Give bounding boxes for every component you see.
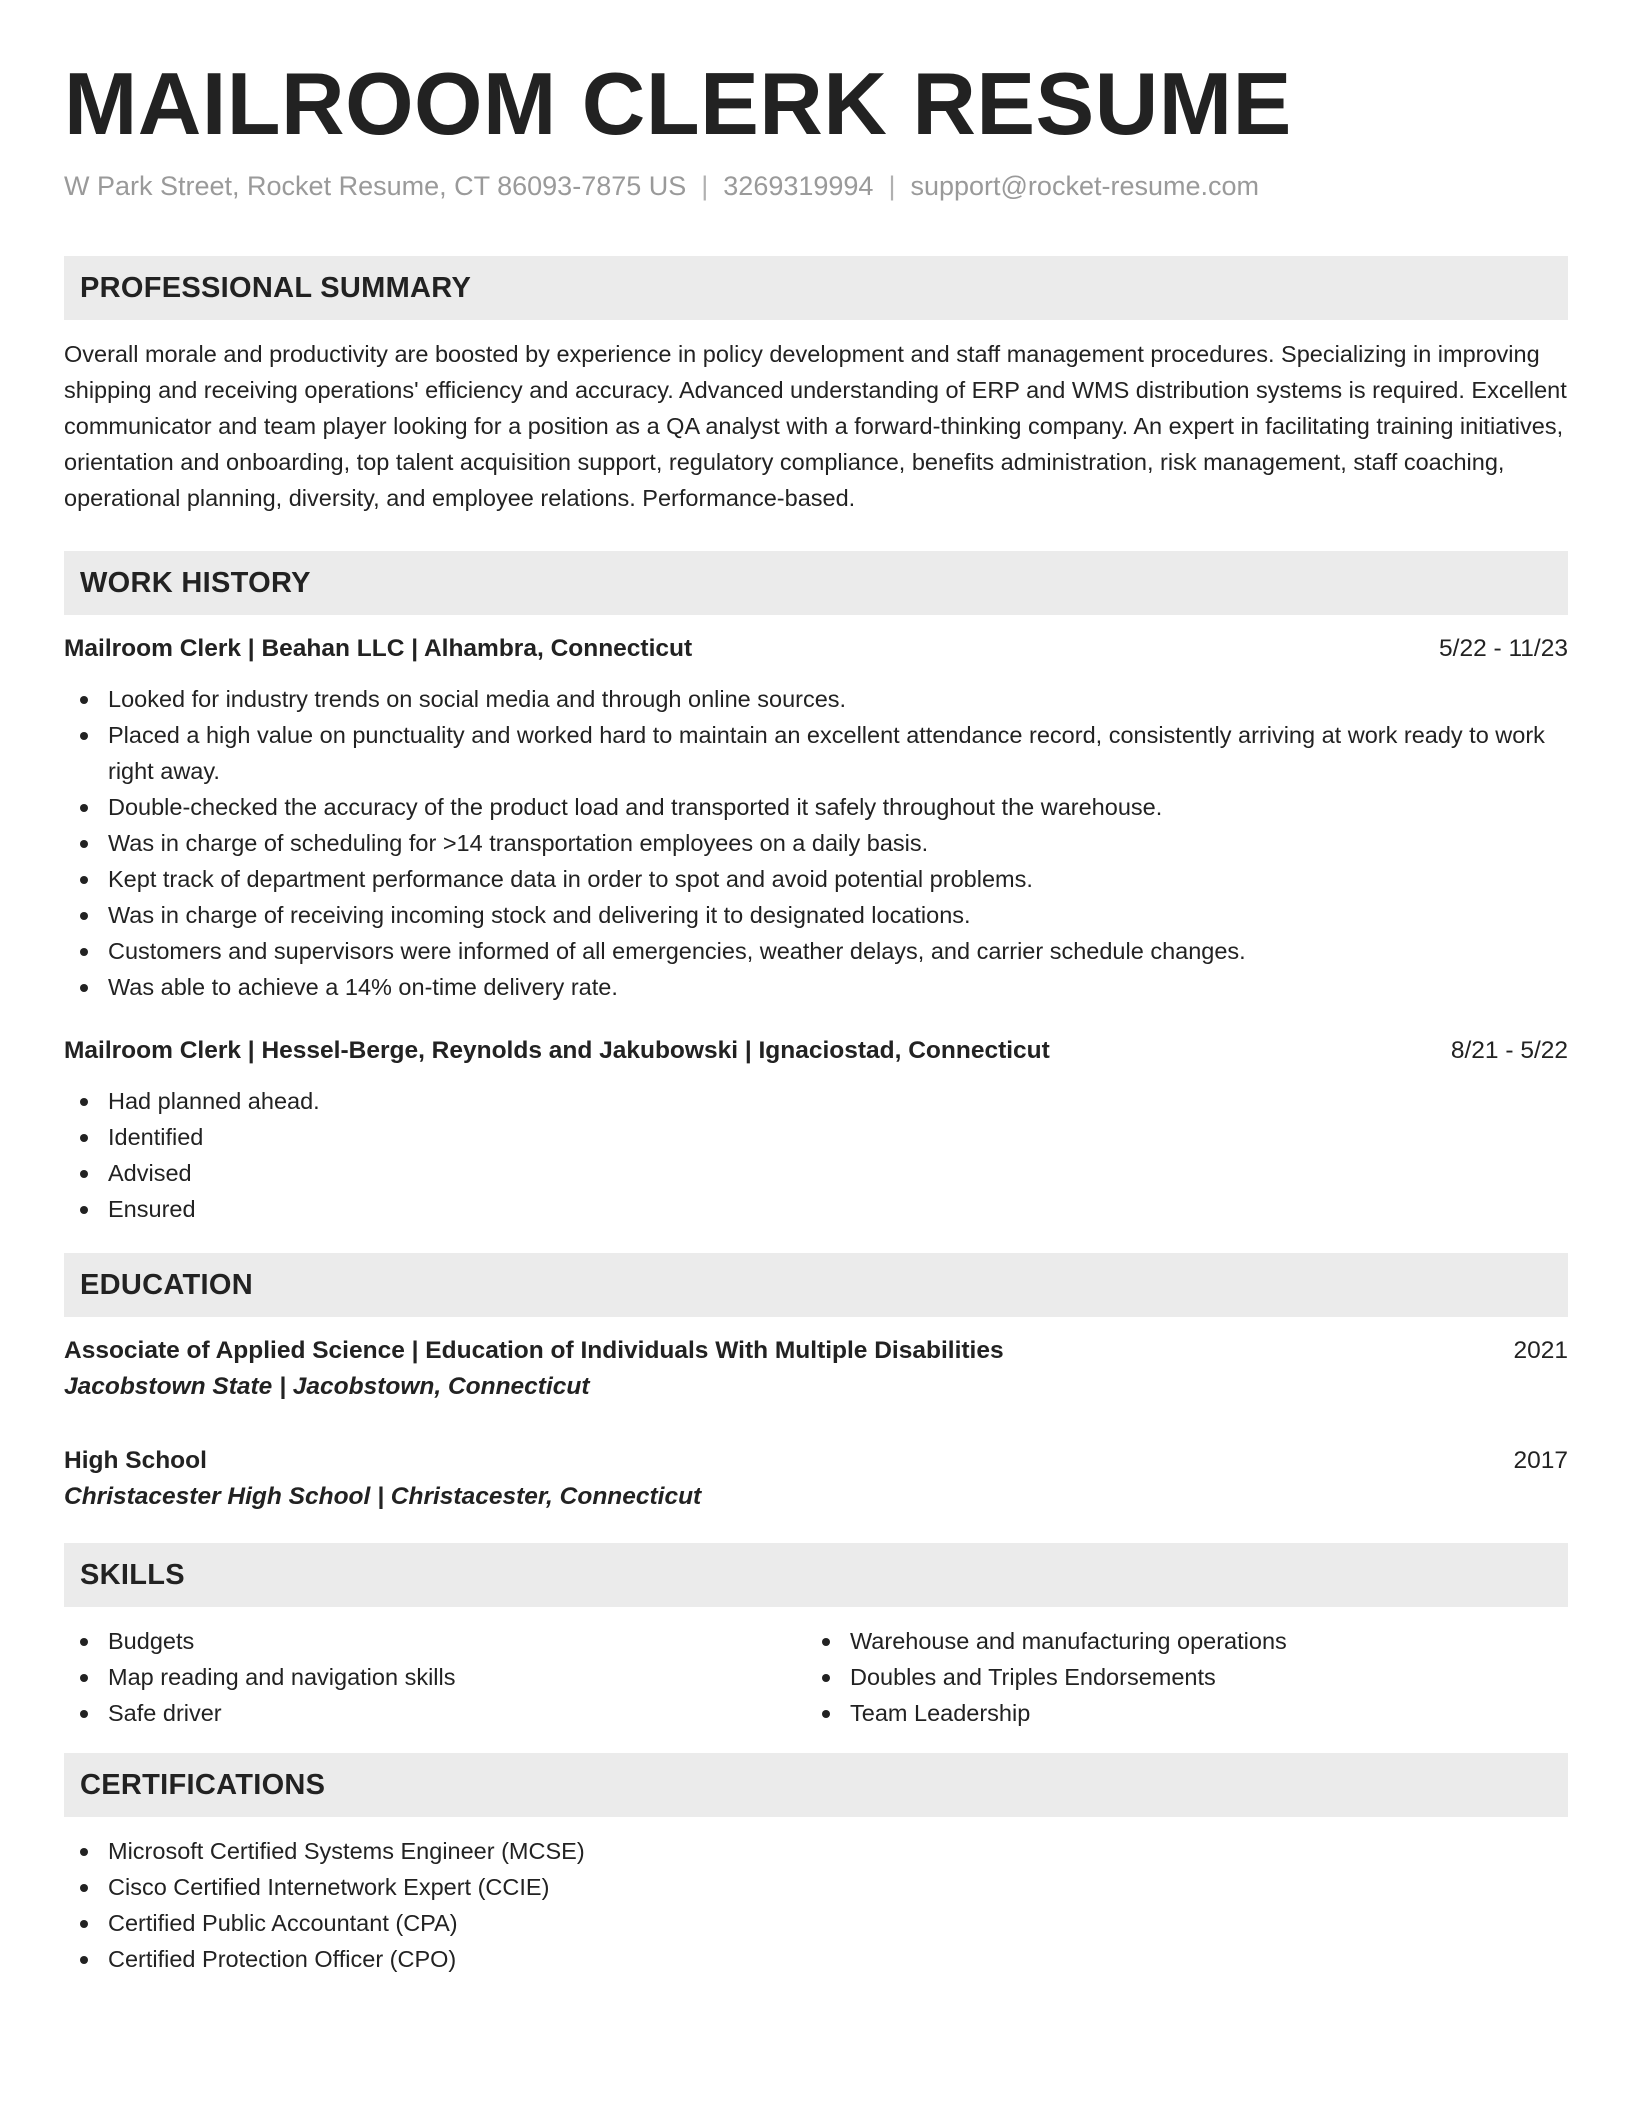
certification-item: Certified Protection Officer (CPO) xyxy=(64,1941,1568,1977)
professional-summary-section xyxy=(64,256,1568,516)
job-dates: 8/21 - 5/22 xyxy=(1450,1037,1568,1064)
job-bullet: Was in charge of receiving incoming stock and delivering it to designated locations. xyxy=(64,897,1568,933)
work-history-section xyxy=(64,551,1568,1227)
skills-grid xyxy=(64,1623,1568,1731)
section-heading-skills: SKILLS xyxy=(64,1543,1568,1607)
education-header xyxy=(64,1333,1568,1369)
contact-address: W Park Street, Rocket Resume, CT 86093-7875 US xyxy=(64,171,687,201)
contact-separator: | xyxy=(888,171,896,201)
job-header xyxy=(64,1033,1568,1069)
section-heading-education: EDUCATION xyxy=(64,1253,1568,1317)
school-line: Christacester High School | Christacester, Connecticut xyxy=(64,1483,702,1510)
skill-item: Map reading and navigation skills xyxy=(64,1659,806,1695)
section-heading-certifications: CERTIFICATIONS xyxy=(64,1753,1568,1817)
job-entry xyxy=(64,631,1568,1005)
job-bullet-list xyxy=(64,681,1568,1005)
education-year: 2021 xyxy=(1513,1337,1568,1364)
school-line: Jacobstown State | Jacobstown, Connecticut xyxy=(64,1373,590,1400)
education-year: 2017 xyxy=(1513,1447,1568,1474)
contact-separator: | xyxy=(701,171,709,201)
degree-line: High School xyxy=(64,1447,207,1474)
skill-item: Warehouse and manufacturing operations xyxy=(806,1623,1548,1659)
job-bullet: Kept track of department performance data in order to spot and avoid potential problems. xyxy=(64,861,1568,897)
degree-line: Associate of Applied Science | Education of Individuals With Multiple Disabilities xyxy=(64,1337,1004,1364)
job-bullet: Customers and supervisors were informed of all emergencies, weather delays, and carrier schedule changes. xyxy=(64,933,1568,969)
certifications-section xyxy=(64,1753,1568,1977)
skill-item: Team Leadership xyxy=(806,1695,1548,1731)
certifications-list xyxy=(64,1833,1568,1977)
certification-item: Cisco Certified Internetwork Expert (CCIE) xyxy=(64,1869,1568,1905)
job-bullet: Placed a high value on punctuality and worked hard to maintain an excellent attendance record, consistently arriving at work ready to work right away. xyxy=(64,717,1568,789)
section-heading-summary: PROFESSIONAL SUMMARY xyxy=(64,256,1568,320)
job-dates: 5/22 - 11/23 xyxy=(1439,635,1568,662)
job-title-line: Mailroom Clerk | Beahan LLC | Alhambra, Connecticut xyxy=(64,635,693,662)
education-entry xyxy=(64,1333,1568,1405)
job-bullet: Was in charge of scheduling for >14 transportation employees on a daily basis. xyxy=(64,825,1568,861)
skill-item: Doubles and Triples Endorsements xyxy=(806,1659,1548,1695)
resume-title: MAILROOM CLERK RESUME xyxy=(64,54,1292,153)
job-title-line: Mailroom Clerk | Hessel-Berge, Reynolds and Jakubowski | Ignaciostad, Connecticut xyxy=(64,1037,1050,1064)
resume-page xyxy=(64,54,1568,1977)
section-heading-work: WORK HISTORY xyxy=(64,551,1568,615)
skills-column-right xyxy=(806,1623,1548,1731)
job-bullet: Double-checked the accuracy of the product load and transported it safely throughout the warehouse. xyxy=(64,789,1568,825)
contact-line xyxy=(64,168,1568,204)
job-bullet: Looked for industry trends on social media and through online sources. xyxy=(64,681,1568,717)
contact-phone: 3269319994 xyxy=(723,171,874,201)
summary-text: Overall morale and productivity are boosted by experience in policy development and staff management procedures. Specializing in improving shipping and receiving operations' efficiency and accuracy. Advanced understanding of ERP and WMS distribution systems is required. Excellent communicator and team player looking for a position as a QA analyst with a forward-thinking company. An expert in facilitating training initiatives, orientation and onboarding, top talent acquisition support, regulatory compliance, benefits administration, risk management, staff coaching, operational planning, diversity, and employee relations. Performance-based. xyxy=(64,341,1567,511)
skills-list xyxy=(64,1623,806,1731)
contact-email: support@rocket-resume.com xyxy=(910,171,1259,201)
job-bullet: Was able to achieve a 14% on-time delivery rate. xyxy=(64,969,1568,1005)
job-bullet: Identified xyxy=(64,1119,1568,1155)
education-section xyxy=(64,1253,1568,1515)
job-bullet-list xyxy=(64,1083,1568,1227)
skills-section xyxy=(64,1543,1568,1731)
job-bullet: Ensured xyxy=(64,1191,1568,1227)
skills-column-left xyxy=(64,1623,806,1731)
job-bullet: Advised xyxy=(64,1155,1568,1191)
education-header xyxy=(64,1443,1568,1479)
education-entry xyxy=(64,1443,1568,1515)
job-entry xyxy=(64,1033,1568,1227)
job-bullet: Had planned ahead. xyxy=(64,1083,1568,1119)
skill-item: Budgets xyxy=(64,1623,806,1659)
skill-item: Safe driver xyxy=(64,1695,806,1731)
certification-item: Microsoft Certified Systems Engineer (MCSE) xyxy=(64,1833,1568,1869)
skills-list xyxy=(806,1623,1548,1731)
certification-item: Certified Public Accountant (CPA) xyxy=(64,1905,1568,1941)
job-header xyxy=(64,631,1568,667)
